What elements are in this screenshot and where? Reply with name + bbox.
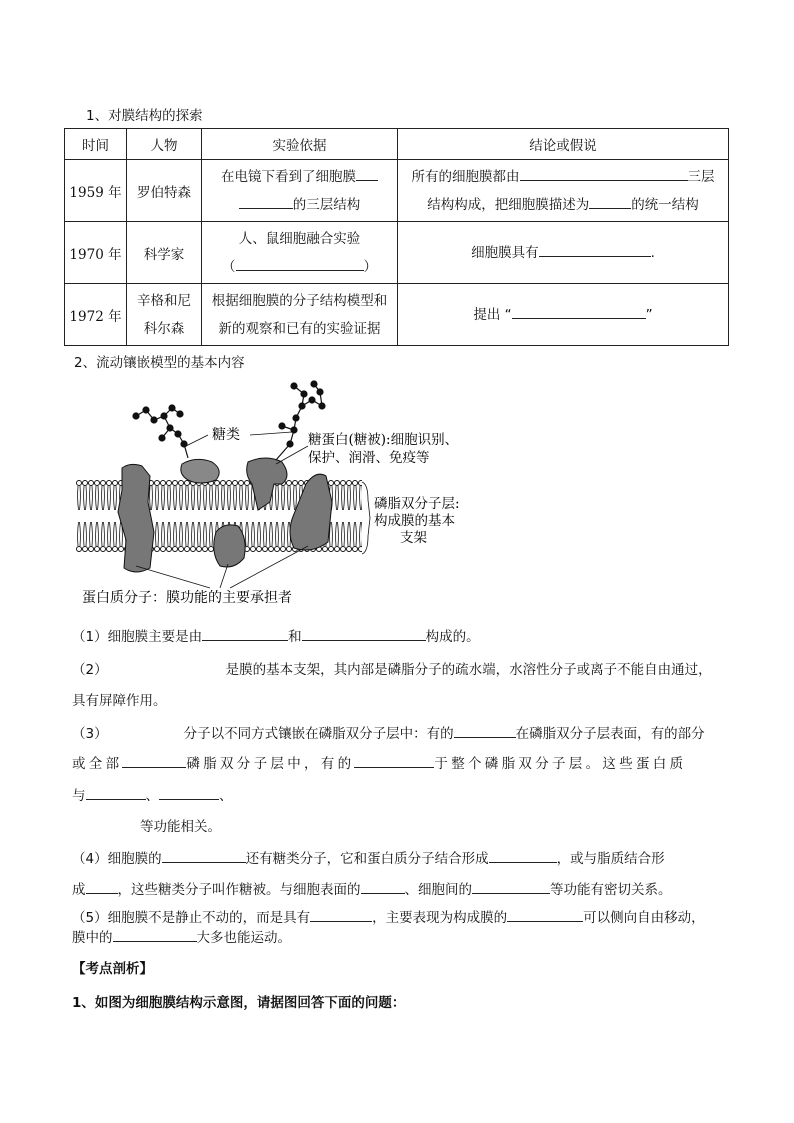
- answer-blank[interactable]: [589, 194, 631, 209]
- answer-blank[interactable]: [539, 242, 651, 257]
- question-3-line-2: 或全部 磷脂双分子层中，有的 于整个磷脂双分子层。这些蛋白质: [72, 752, 734, 772]
- label-protein: 蛋白质分子：膜功能的主要承担者: [82, 590, 292, 606]
- fluid-mosaic-diagram: [70, 372, 520, 612]
- exam-question-1: 1、如图为细胞膜结构示意图，请据图回答下面的问题：: [72, 995, 406, 1011]
- row-conclusion: 所有的细胞膜都由 三层 结构构成，把细胞膜描述为 的统一结构: [398, 160, 729, 222]
- row-evidence: 人、鼠细胞融合实验 （ ）: [202, 222, 398, 284]
- answer-blank[interactable]: [86, 785, 146, 800]
- answer-blank[interactable]: [122, 753, 186, 768]
- question-2-cont: 具有屏障作用。: [72, 693, 167, 709]
- question-4: （4）细胞膜的 还有糖类分子，它和蛋白质分子结合形成 ，或与脂质结合形: [72, 847, 734, 867]
- answer-blank[interactable]: [86, 879, 118, 894]
- row-person: 辛格和尼 科尔森: [127, 284, 202, 346]
- table-row: [65, 222, 729, 284]
- answer-blank[interactable]: [356, 166, 378, 181]
- answer-blank[interactable]: [162, 848, 246, 863]
- membrane-exploration-table: [64, 128, 729, 346]
- label-sugar: 糖类: [212, 427, 240, 443]
- table-row: [65, 160, 729, 222]
- label-glycoprotein-1: 糖蛋白(糖被):细胞识别、: [308, 432, 459, 448]
- question-4-cont: 成 ，这些糖类分子叫作糖被。与细胞表面的 、细胞间的 等功能有密切关系。: [72, 878, 734, 898]
- section-1-title: 1、对膜结构的探索: [86, 108, 203, 124]
- table-row: [65, 284, 729, 346]
- question-3-line-3: 与 、 、: [72, 784, 734, 804]
- answer-blank[interactable]: [507, 907, 583, 922]
- row-conclusion: 细胞膜具有 .: [398, 222, 729, 284]
- table-header-row: [65, 129, 729, 160]
- label-bilayer-1: 磷脂双分子层:: [374, 496, 460, 512]
- answer-blank[interactable]: [113, 927, 197, 942]
- label-glycoprotein-2: 保护、润滑、免疫等: [308, 450, 430, 466]
- answer-blank[interactable]: [520, 166, 688, 181]
- answer-blank[interactable]: [489, 848, 557, 863]
- header-time: 时间: [65, 129, 127, 160]
- answer-blank[interactable]: [454, 723, 516, 738]
- answer-blank[interactable]: [472, 879, 550, 894]
- row-evidence: 根据细胞膜的分子结构模型和 新的观察和已有的实验证据: [202, 284, 398, 346]
- answer-blank[interactable]: [354, 753, 434, 768]
- label-bilayer-3: 支架: [400, 530, 427, 546]
- question-1: （1）细胞膜主要是由 和 构成的。: [72, 625, 734, 645]
- row-person: 罗伯特森: [127, 160, 202, 222]
- header-conclusion: 结论或假说: [398, 129, 729, 160]
- answer-blank[interactable]: [361, 879, 405, 894]
- question-2: （2） 是膜的基本支架，其内部是磷脂分子的疏水端，水溶性分子或离子不能自由通过，: [72, 662, 712, 678]
- peripheral-protein: [181, 459, 219, 483]
- answer-blank[interactable]: [239, 194, 293, 209]
- answer-blank[interactable]: [302, 626, 426, 641]
- answer-blank[interactable]: [236, 256, 364, 271]
- label-bilayer-2: 构成膜的基本: [374, 513, 455, 529]
- question-3: （3） 分子以不同方式镶嵌在磷脂双分子层中：有的 在磷脂双分子层表面，有的部分: [72, 722, 734, 742]
- row-year: 1970 年: [65, 222, 127, 284]
- exam-section-title: 【考点剖析】: [72, 961, 153, 977]
- row-evidence: 在电镜下看到了细胞膜 的三层结构: [202, 160, 398, 222]
- answer-blank[interactable]: [310, 907, 372, 922]
- row-conclusion: 提出 “ ”: [398, 284, 729, 346]
- question-5-cont: 膜中的 大多也能运动。: [72, 926, 734, 946]
- answer-blank[interactable]: [512, 304, 646, 319]
- answer-blank[interactable]: [202, 626, 288, 641]
- answer-blank[interactable]: [159, 785, 219, 800]
- question-5: （5）细胞膜不是静止不动的，而是具有 ，主要表现为构成膜的 可以侧向自由移动，: [72, 906, 734, 926]
- row-year: 1959 年: [65, 160, 127, 222]
- row-year: 1972 年: [65, 284, 127, 346]
- sugar-chains: [133, 381, 325, 460]
- section-2-title: 2、流动镶嵌模型的基本内容: [74, 355, 245, 371]
- row-person: 科学家: [127, 222, 202, 284]
- inner-protein: [214, 525, 245, 567]
- header-evidence: 实验依据: [202, 129, 398, 160]
- question-3-line-4: 等功能相关。: [140, 819, 221, 835]
- header-person: 人物: [127, 129, 202, 160]
